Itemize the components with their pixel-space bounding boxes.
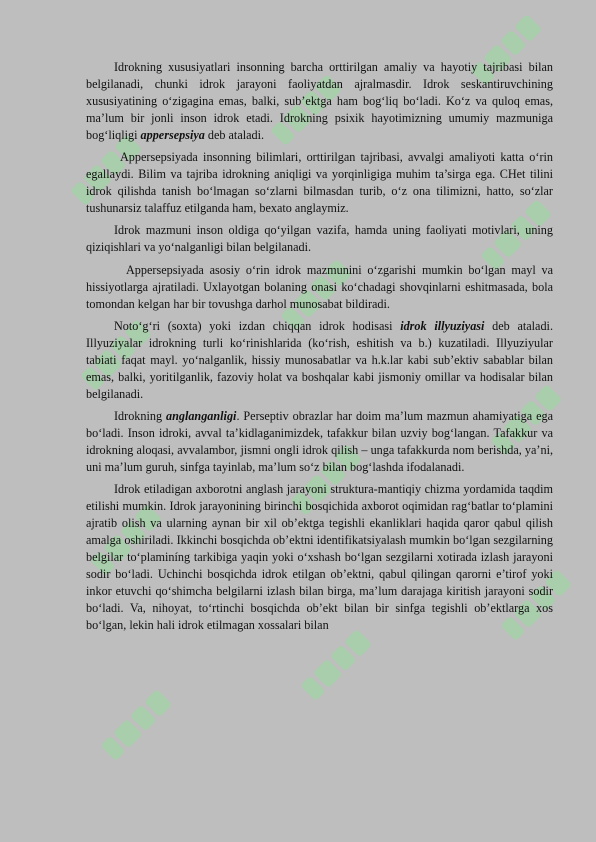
term-appersepsiya: appersepsiya — [140, 128, 205, 143]
watermark-mark — [300, 629, 372, 701]
paragraph-perception-content: Idrok mazmuni inson oldiga qo‘yilgan vazifa, hamda uning faoliyati motivlari, uning qiziqishlari va yo‘nalganligi bilan belgilanadi. — [86, 223, 553, 255]
watermark-mark — [100, 689, 172, 761]
paragraph-illusion: Noto‘g‘ri (soxta) yoki izdan chiqqan idrok hodisasi idrok illyuziyasi deb ataladi. Illyuziyalar idrokning turli ko‘rinishlarida (ko‘rish, eshitish va b.) kuzatiladi. Illyuziyular tabiati faqat mayl. yo‘nalganlik, hissiy munosabatlar va h.k.lar kabi sub’ektiv sabablar bilan emas, balki, yoritilganlik, fazoviy holat va boshqalar kabi jismoniy omillar va hodisalar bilan belgilanadi. — [86, 318, 553, 401]
paragraph-information-processing: Idrok etiladigan axborotni anglash jarayoni struktura-mantiqiy chizma yordamida taqdim etilishi mumkin. Idrok jarayonining birinchi bosqichida axborot oqimidan rag‘batlar to‘plamini ajratib olish va ularning aynan bir xil ob’ektga tegishli ekanliklari haqida qaror qabul qilish amalga oshiriladi. Ikkinchi bosqichda ob’ektni identifikatsiyalash mumkin bo‘lgan sezgilarning belgilar to‘plaminíng tarkibiga yaqin yoki o‘xshash bo‘lgan sezgilarni xotirada izlash jarayoni sodir bo‘ladi. Uchinchi bosqichda idrok etilgan ob’ektni, qabul qilingan qarorni e’tirof yoki inkor etuvchi qo‘shimcha belgilarni izlash bilan birga, ma’lum darajaga kiritish jarayoni sodir bo‘ladi. Va, nihoyat, to‘rtinchi bosqichda ob’ekt bilan bir sinfga tegishli ob’ektlarga xos bo‘lgan, lekin hali idrok etilmagan xossalari bilan — [86, 482, 553, 633]
paragraph-awareness: Idrokning anglanganligi. Perseptiv obrazlar har doim ma’lum mazmun ahamiyatiga ega bo‘ladi. Inson idroki, avval ta’kidlaganimizdek, tafakkur bilan uzviy bog‘langan. Tafakkur va idrokning aloqasi, avvalambor, jismni ongli idrok qilish – unga tafakkurda nom berishda, ya’ni, uni ma’lum guruh, sinfga tayinlab, ma’lum so‘z bilan bog‘lashda ifodalanadi. — [86, 408, 553, 475]
document-body — [86, 59, 553, 640]
term-anglanganligi: anglanganligi — [165, 408, 237, 423]
paragraph-appersepsiya-experience: Appersepsiyada insonning bilimlari, orttirilgan tajribasi, avvalgi amaliyoti katta o‘rin egallaydi. Bilim va tajriba idrokning aniqligi va yorqinligiga muhim ta’sirga ega. CHet tilini idrok qilishda tanish bo‘lmagan so‘zlarni bilmasdan turib, o‘z ona tilimizni, hatto, so‘zlar tushunarsiz talaffuz etilganda ham, bexato anglaymiz. — [86, 150, 553, 216]
paragraph-appersepsiya-definition: Idrokning xususiyatlari insonning barcha orttirilgan amaliy va hayotiy tajribasi bilan belgilanadi, chunki idrok jarayoni faoliyatdan ajralmasdir. Idrok seskantiruvchining xususiyatining o‘zigagina emas, balki, sub’ektga ham bog‘liq bo‘ladi. Ko‘z va quloq emas, ma’lum bir jonli inson idrok etadi. Idrokning psixik hayotimizning umumiy mazmuniga bog‘liqligi appersepsiya deb ataladi. — [86, 60, 553, 143]
term-idrok-illyuziyasi: idrok illyuziyasi — [400, 318, 485, 333]
paragraph-feelings: Appersepsiyada asosiy o‘rin idrok mazmunini o‘zgarishi mumkin bo‘lgan mayl va hissiyotlarga ajratiladi. Uxlayotgan bolaning onasi ko‘chadagi shovqinlarni eshitmasada, bola tomondan kelgan har bir tovushga darhol munosabat bildiradi. — [86, 262, 553, 311]
